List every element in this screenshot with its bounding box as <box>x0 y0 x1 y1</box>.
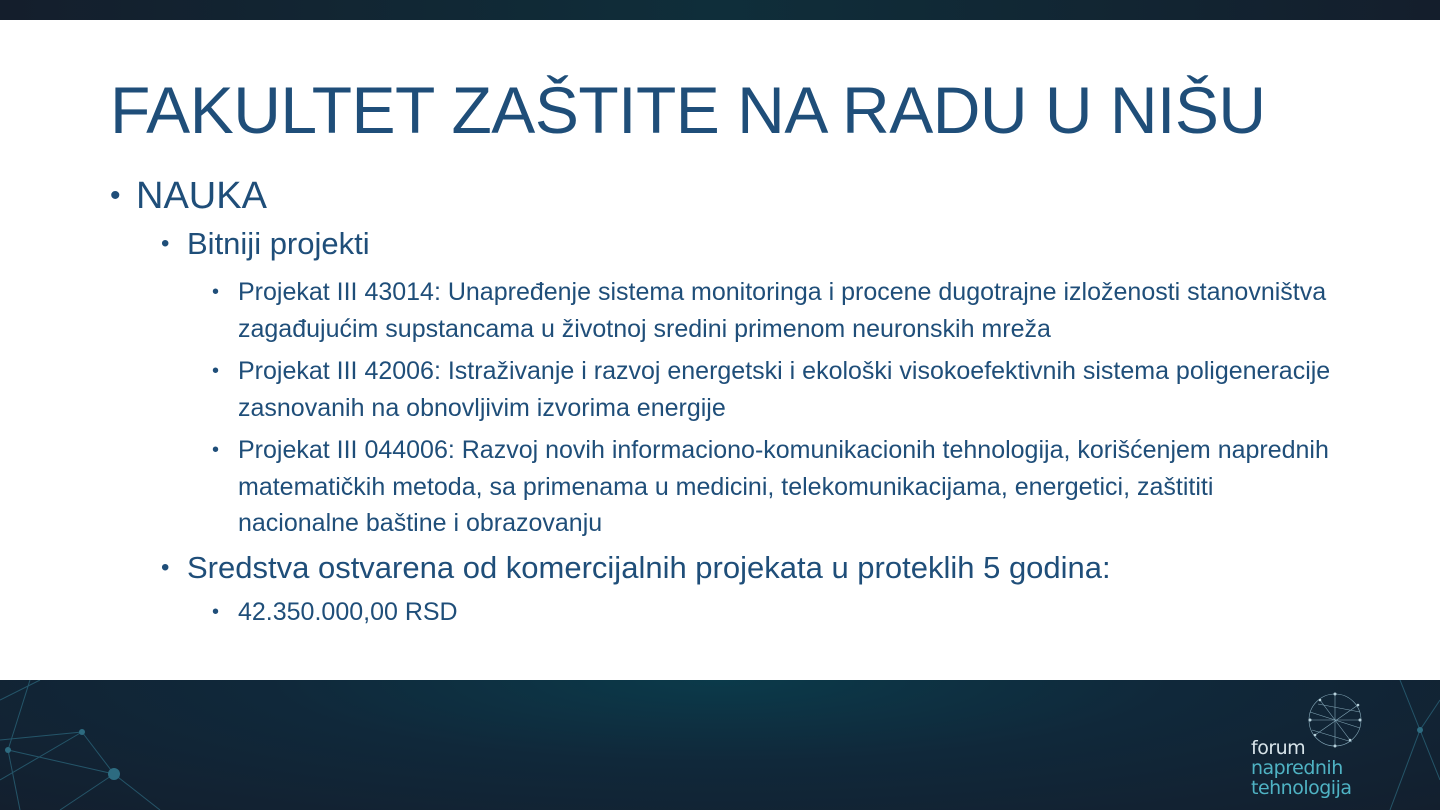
bullet-section-nauka: • NAUKA <box>136 172 1350 220</box>
funds-amount: • 42.350.000,00 RSD <box>238 594 1338 631</box>
slide-content <box>110 172 1350 636</box>
bullet-commercial-funds: • Sredstva ostvarena od komercijalnih projekata u proteklih 5 godina: <box>187 548 1350 588</box>
logo-word-tehnologija: tehnologija <box>1251 777 1352 799</box>
project-item: • Projekat III 044006: Razvoj novih informaciono-komunikacionih tehnologija, korišćenjem naprednih matematičkih metoda, sa primenama u medicini, telekomunikacijama, energetici, zaštititi nacionalne baštine i obrazovanju <box>238 432 1338 542</box>
footer-banner <box>0 680 1440 810</box>
project-item: • Projekat III 42006: Istraživanje i razvoj energetski i ekološki visokoefektivnih sistema poligeneracije zasnovanih na obnovljivim izvorima energije <box>238 353 1338 426</box>
logo-word-forum: forum <box>1251 737 1306 759</box>
network-decoration <box>0 680 1440 810</box>
logo-word-naprednih: naprednih <box>1251 757 1343 779</box>
project-item: • Projekat III 43014: Unapređenje sistema monitoringa i procene dugotrajne izloženosti stanovništva zagađujućim supstancama u životnoj sredini primenom neuronskih mreža <box>238 274 1338 347</box>
forum-logo <box>1240 690 1410 808</box>
bullet-important-projects: • Bitniji projekti <box>187 224 1350 264</box>
slide-title: FAKULTET ZAŠTITE NA RADU U NIŠU <box>110 73 1266 147</box>
top-banner <box>0 0 1440 20</box>
